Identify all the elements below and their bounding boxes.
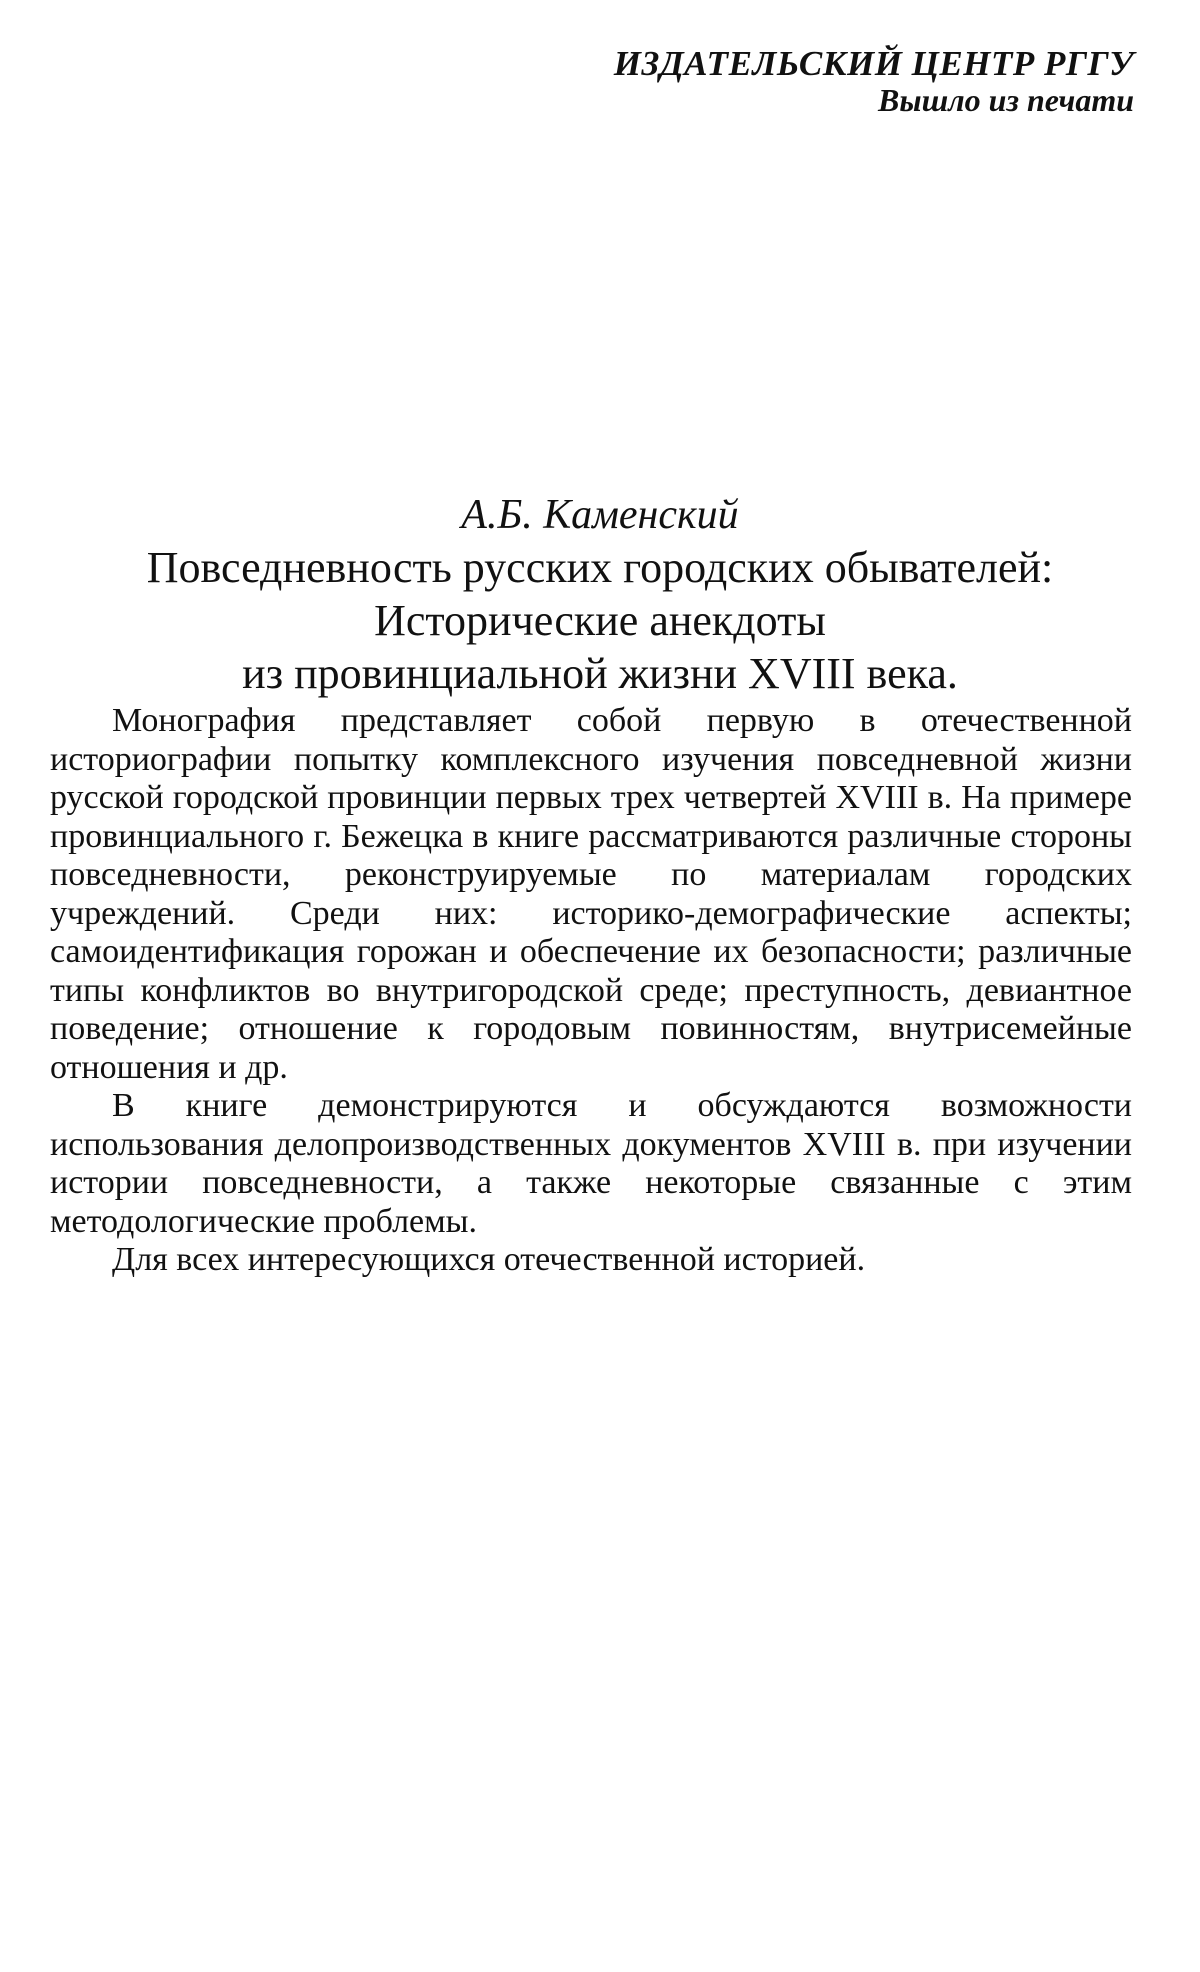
book-title-block	[60, 490, 1140, 701]
description-paragraph-1: Монография представляет собой первую в отечественной историографии попытку комплексного изучения повседневной жизни русской городской провинции первых трех четвертей XVIII в. На примере провинциального г. Бежецка в книге рассматриваются различные стороны повседневности, реконструируемые по материалам городских учреждений. Среди них: историко-демографические аспекты; самоидентификация горожан и обеспечение их безопасности; различные типы конфликтов во внутригородской среде; преступность, девиантное поведение; отношение к городовым повинностям, внутрисемейные отношения и др.	[50, 702, 1132, 1086]
publisher-name: ИЗДАТЕЛЬСКИЙ ЦЕНТР РГГУ	[613, 44, 1134, 83]
book-author: А.Б. Каменский	[461, 492, 739, 538]
description-paragraph-3: Для всех интересующихся отечественной историей.	[112, 1241, 866, 1278]
book-title-line-2: Исторические анекдоты	[374, 596, 826, 646]
publication-status: Вышло из печати	[878, 82, 1134, 119]
book-title-line-1: Повседневность русских городских обывателей:	[146, 543, 1054, 593]
book-description	[50, 702, 1132, 1280]
page-header	[614, 44, 1134, 119]
description-paragraph-2: В книге демонстрируются и обсуждаются возможности использования делопроизводственных документов XVIII в. при изучении истории повседневности, а также некоторые связанные с этим методологические проблемы.	[50, 1087, 1132, 1240]
book-title-line-3: из провинциальной жизни XVIII века.	[242, 648, 958, 698]
